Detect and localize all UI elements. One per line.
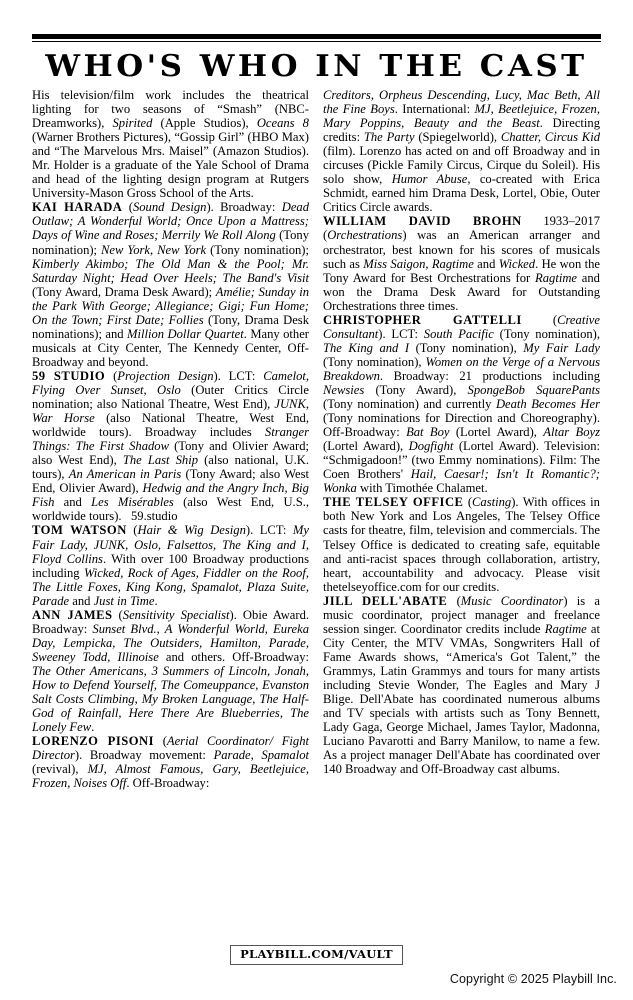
bio-title-italic: Camelot, Flying Over Sunset, Oslo <box>32 368 310 397</box>
bio-entry-holder-continuation: His television/film work includes the theatrical lighting for two seasons of “Smash” (NBC-Dreamworks), Spirited (Apple Studios), Oceans 8 (Warner Brothers Pictures), “Gossip Girl” (HBO Max) and “The Marvelous Mrs. Maisel” (Amazon Studios). Mr. Holder is a graduate of the Yale School of Drama and head of the lighting design program at Rutgers University-Mason Gross School of the Arts. <box>32 88 309 201</box>
bio-name: LORENZO PISONI <box>32 734 155 749</box>
bio-title-italic: Wicked, Rock of Ages, Fiddler on the Roof, The Little Foxes, King Kong, Spamalot, Plaza Suite, Parade <box>32 565 309 608</box>
right-column <box>323 88 600 943</box>
bio-title-italic: Miss Saigon, Ragtime <box>363 256 474 271</box>
bio-entry-59-studio: 59 STUDIO (Projection Design). LCT: Camelot, Flying Over Sunset, Oslo (Outer Critics Circle nomination; also National Theatre, West End), JUNK, War Horse (also National Theatre, West End, worldwide tours). Broadway includes Stranger Things: The First Shadow (Tony and Olivier Award; also West End), The Last Ship (also national, U.K. tours), An American in Paris (Tony Award; also West End, Olivier Award), Hedwig and the Angry Inch, Big Fish and Les Misérables (also West End, U.S., worldwide tours). 59.studio <box>32 368 310 524</box>
bio-name: CHRISTOPHER GATTELLI <box>323 312 522 327</box>
bio-entry-ann-james: ANN JAMES (Sensitivity Specialist). Obie Award. Broadway: Sunset Blvd., A Wonderful World, Eureka Day, Lempicka, The Outsiders, Hamilton, Parade, Sweeney Todd, Illinoise and others. Off-Broadway: The Other Americans, 3 Summers of Lincoln, Jonah, How to Defend Yourself, The Comeuppance, Evanston Salt Costs Climbing, My Broken Language, The Half-God of Rainfall, Here There Are Blueberries, The Lonely Few. <box>32 607 310 735</box>
bio-title-italic: Sensitivity Specialist <box>122 607 230 622</box>
copyright-notice: Copyright © 2025 Playbill Inc. <box>449 972 617 986</box>
bio-title-italic: Altar Boyz <box>543 425 600 440</box>
bio-title-italic: Dogfight <box>408 439 454 454</box>
bio-title-italic: Chatter, Circus Kid <box>500 130 600 145</box>
bio-title-italic: Sound Design <box>132 200 207 215</box>
bio-entry-christopher-gattelli: CHRISTOPHER GATTELLI (Creative Consultant). LCT: South Pacific (Tony nomination), The King and I (Tony nomination), My Fair Lady (Tony nomination), Women on the Verge of a Nervous Breakdown. Broadway: 21 productions including Newsies (Tony Award), SpongeBob SquarePants (Tony nomination) and currently Death Becomes Her (Tony nominations for Direction and Choreography). Off-Broadway: Bat Boy (Lortel Award), Altar Boyz (Lortel Award), Dogfight (Lortel Award). Television: “Schmigadoon!” (two Emmy nominations). Film: The Coen Brothers' Hail, Caesar!; Isn't It Romantic?; Wonka with Timothée Chalamet. <box>323 312 601 496</box>
bio-title-italic: Parade, Spamalot <box>213 748 309 763</box>
bio-title-italic: Oceans 8 <box>256 116 309 131</box>
bio-title-italic: Aerial Coordinator/ Fight Director <box>32 734 309 763</box>
bio-title-italic: South Pacific <box>423 326 494 341</box>
bio-title-italic: Sunset Blvd., A Wonderful World, Eureka Day, Lempicka, The Outsiders, Hamilton, Parade, Sweeney Todd, Illinoise <box>32 621 310 664</box>
bio-title-italic: Hair & Wig Design <box>137 523 246 538</box>
bio-title-italic: Ragtime <box>544 621 587 636</box>
bio-title-italic: MJ, Almost Famous, Gary, Beetlejuice, Frozen, Noises Off <box>32 762 309 791</box>
bio-title-italic: Music Coordinator <box>460 593 564 608</box>
bio-name: THE TELSEY OFFICE <box>323 495 464 510</box>
bio-title-italic: An American in Paris <box>68 467 182 482</box>
bio-name: TOM WATSON <box>32 523 127 538</box>
bio-entry-kai-harada: KAI HARADA (Sound Design). Broadway: Dead Outlaw; A Wonderful World; Once Upon a Mattress; Days of Wine and Roses; Merrily We Roll Along (Tony nomination); New York, New York (Tony nomination); Kimberly Akimbo; The Old Man & the Pool; Mr. Saturday Night; Head Over Heels; The Band's Visit (Tony Award, Drama Desk Award); Amélie; Sunday in the Park With George; Allegiance; Gigi; Fun Home; On the Town; First Date; Follies (Tony, Drama Desk nominations); and Million Dollar Quartet. Many other musicals at City Center, The Kennedy Center, Off-Broadway and beyond. <box>32 200 310 369</box>
bio-name: WILLIAM DAVID BROHN <box>323 214 522 229</box>
bio-entry-tom-watson: TOM WATSON (Hair & Wig Design). LCT: My Fair Lady, JUNK, Oslo, Falsettos, The King and I, Floyd Collins. With over 100 Broadway productions including Wicked, Rock of Ages, Fiddler on the Roof, The Little Foxes, King Kong, Spamalot, Plaza Suite, Parade and Just in Time. <box>32 523 309 608</box>
bio-title-italic: My Fair Lady <box>523 340 600 355</box>
bio-title-italic: The King and I <box>323 340 410 355</box>
bio-title-italic: Orchestrations <box>327 228 403 243</box>
bio-title-italic: Projection Design <box>117 368 214 383</box>
bio-title-italic: Million Dollar Quartet <box>127 326 244 341</box>
bio-title-italic: Dead Outlaw; A Wonderful World; Once Upon a Mattress; Days of Wine and Roses; Merrily We Roll Along <box>32 200 309 243</box>
bio-title-italic: Ragtime <box>535 270 578 285</box>
bio-entry-jill-dellabate: JILL DELL'ABATE (Music Coordinator) is a music coordinator, project manager and freelance session singer. Coordinator credits include Ragtime at City Center, the MTV VMAs, Songwriters Hall of Fame Awards shows, “America's Got Talent,” the Grammys, Latin Grammys and tours for many artists including Stevie Wonder, The Eagles and Mary J Blige. Dell'Abate has coordinated numerous albums and TV specials with artists such as Tony Bennett, Lady Gaga, George Michael, James Taylor, Madonna, Luciano Pavarotti and Barry Manilow, to name a few. As a project manager Dell'Abate has coordinated over 140 Broadway and Off-Broadway cast albums. <box>323 593 600 777</box>
bio-title-italic: Wicked <box>498 256 536 271</box>
bio-title-italic: Newsies <box>323 382 365 397</box>
bio-title-italic: My Fair Lady, JUNK, Oslo, Falsettos, The King and I, Floyd Collins <box>32 523 309 566</box>
page-title: WHO'S WHO IN THE CAST <box>45 49 588 84</box>
left-column <box>32 88 309 943</box>
bio-title-italic: Stranger Things: The First Shadow <box>32 425 309 454</box>
bio-entry-lorenzo-pisoni: LORENZO PISONI (Aerial Coordinator/ Fight Director). Broadway movement: Parade, Spamalot (revival), MJ, Almost Famous, Gary, Beetlejuice, Frozen, Noises Off. Off-Broadway: <box>32 734 309 791</box>
bio-title-italic: The Other Americans, 3 Summers of Lincoln, Jonah, How to Defend Yourself, The Comeuppance, Evanston Salt Costs Climbing, My Broken Language, The Half-God of Rainfall, Here There Are Blueberries, The Lonely Few <box>32 663 309 735</box>
bio-title-italic: Just in Time <box>93 593 155 608</box>
bio-entry-william-david-brohn: WILLIAM DAVID BROHN 1933–2017 (Orchestrations) was an American arranger and orchestrator, best known for his scores of musicals such as Miss Saigon, Ragtime and Wicked. He won the Tony Award for Best Orchestrations for Ragtime and won the Drama Desk Award for Outstanding Orchestrations three times. <box>323 214 600 313</box>
header-rule-thin <box>32 41 601 42</box>
vault-footer <box>0 945 633 965</box>
bio-title-italic: MJ, Beetlejuice, Frozen, Mary Poppins, Beauty and the Beast <box>323 102 600 131</box>
bio-title-italic: JUNK, War Horse <box>32 397 309 426</box>
bio-entry-the-telsey-office: THE TELSEY OFFICE (Casting). With offices in both New York and Los Angeles, The Telsey Office casts for theatre, film, television and commercials. The Telsey Office is dedicated to creating safe, equitable and anti-racist spaces through collaboration, artistry, heart, accountability and advocacy. Please visit thetelseyoffice.com for our credits. <box>323 495 600 594</box>
bio-title-italic: The Party <box>363 130 415 145</box>
bio-title-italic: Hedwig and the Angry Inch, Big Fish <box>32 481 309 510</box>
bio-name: 59 STUDIO <box>32 368 106 383</box>
bio-title-italic: Creditors, Orpheus Descending, Lucy, Mac Beth, All the Fine Boys <box>323 88 600 117</box>
bio-title-italic: Les Misérables <box>91 495 174 510</box>
bio-title-italic: The Last Ship <box>122 453 199 468</box>
bio-title-italic: New York, New York <box>101 242 207 257</box>
bio-name: JILL DELL'ABATE <box>323 593 448 608</box>
bio-title-italic: Death Becomes Her <box>495 397 600 412</box>
bio-title-italic: Humor Abuse <box>391 172 468 187</box>
two-column-body <box>32 88 601 943</box>
bio-title-italic: Casting <box>472 495 512 510</box>
bio-entry-lorenzo-pisoni-continuation: Creditors, Orpheus Descending, Lucy, Mac Beth, All the Fine Boys. International: MJ, Beetlejuice, Frozen, Mary Poppins, Beauty and the Beast. Directing credits: The Party (Spiegelworld), Chatter, Circus Kid (film). Lorenzo has acted on and off Broadway and in circuses (Pickle Family Circus, Cirque du Soleil). His solo show, Humor Abuse, co-created with Erica Schmidt, earned him Drama Desk, Lortel, Obie, Outer Critics Circle awards. <box>323 88 601 215</box>
header-rules <box>32 34 601 42</box>
bio-title-italic: Kimberly Akimbo; The Old Man & the Pool; Mr. Saturday Night; Head Over Heels; The Band's Visit <box>32 256 309 285</box>
bio-title-italic: Bat Boy <box>406 425 450 440</box>
bio-title-italic: Amélie; Sunday in the Park With George; Allegiance; Gigi; Fun Home; On the Town; First Date; Follies <box>32 284 310 327</box>
bio-name: ANN JAMES <box>32 607 113 622</box>
bio-name: KAI HARADA <box>32 200 123 215</box>
bio-title-italic: SpongeBob SquarePants <box>467 382 601 397</box>
bio-title-italic: Women on the Verge of a Nervous Breakdown <box>323 354 601 383</box>
bio-title-italic: Hail, Caesar!; Isn't It Romantic?; Wonka <box>323 467 600 496</box>
playbill-vault-badge[interactable]: PLAYBILL.COM/VAULT <box>230 945 403 965</box>
bio-title-italic: Creative Consultant <box>323 312 600 341</box>
bio-title-italic: Spirited <box>112 116 153 131</box>
